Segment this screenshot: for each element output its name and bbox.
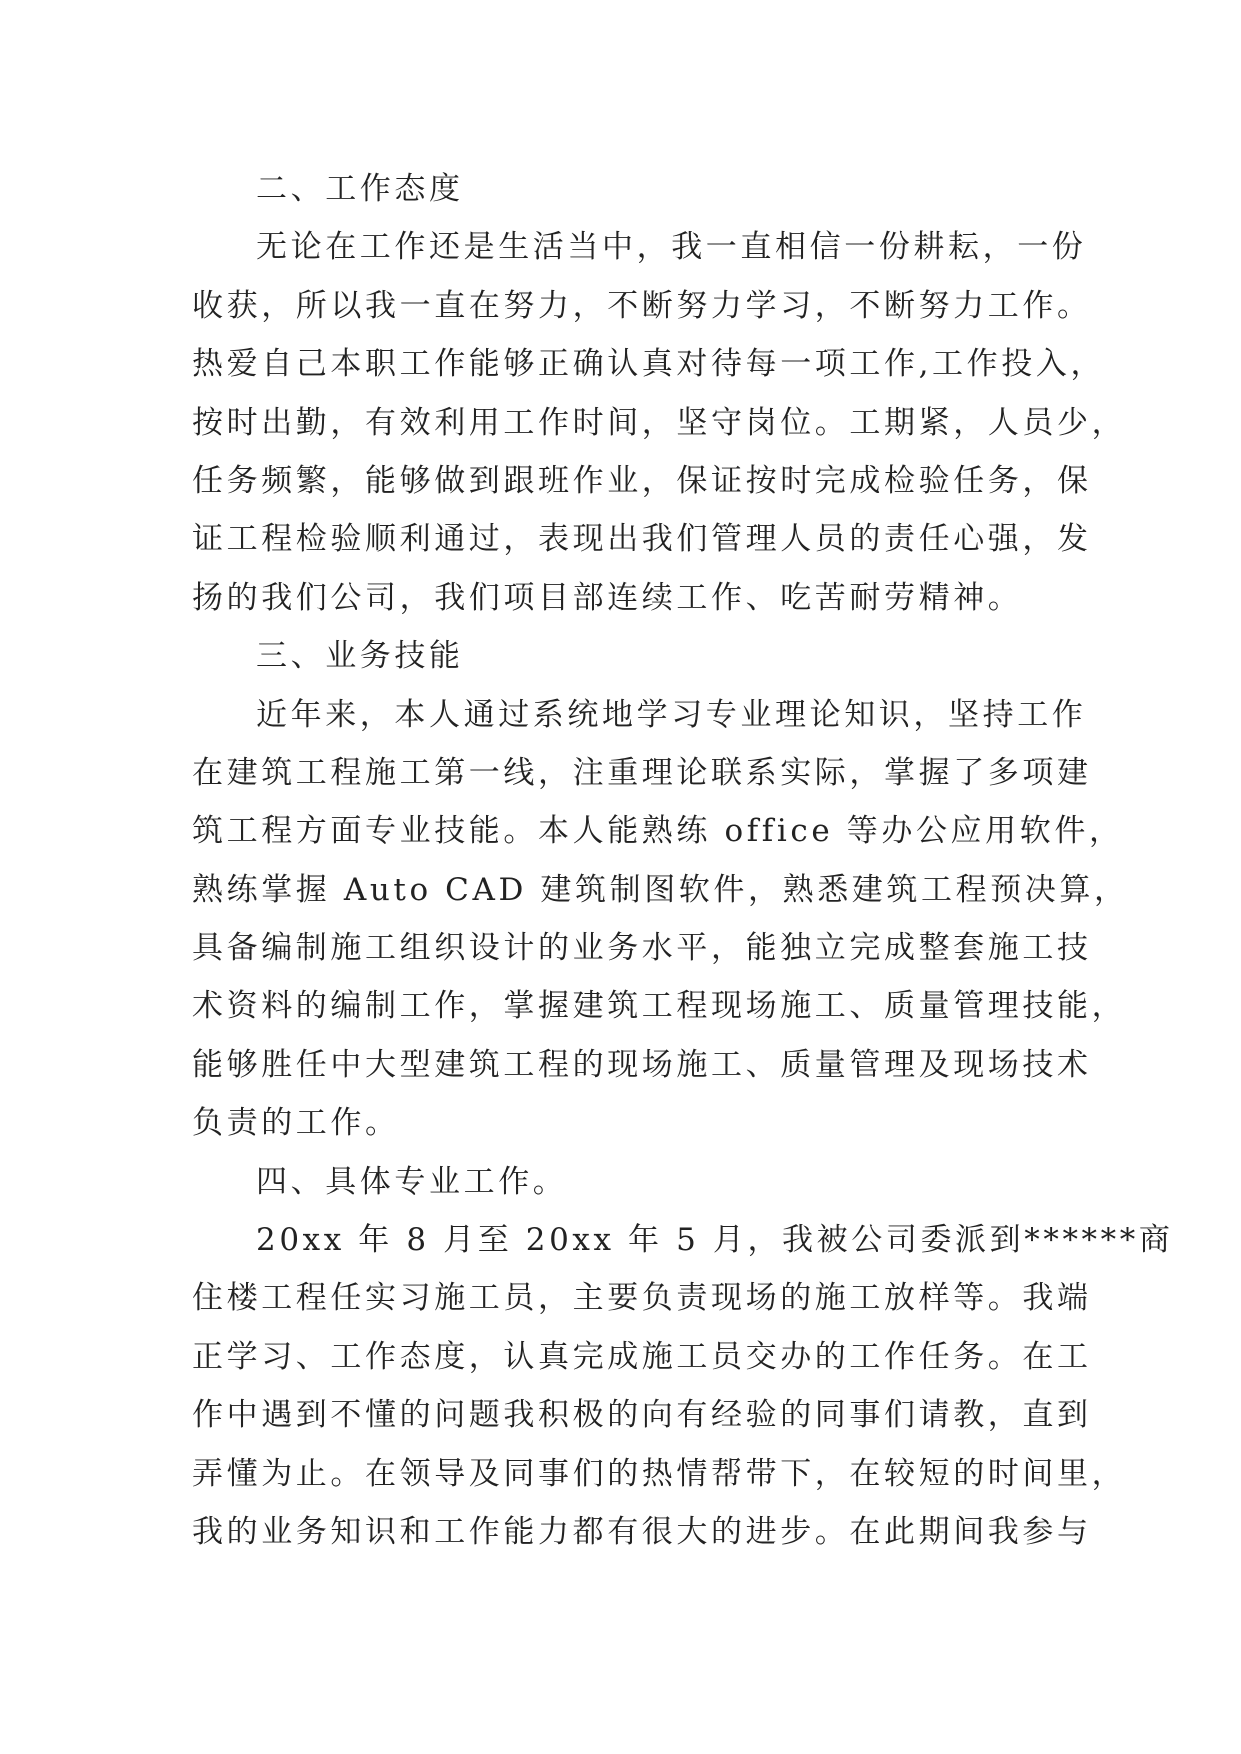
paragraph-line: 筑工程方面专业技能。本人能熟练 office 等办公应用软件， (192, 813, 1124, 850)
paragraph-line: 近年来，本人通过系统地学习专业理论知识，坚持工作 (256, 696, 1087, 733)
section-heading-specific-work: 四、具体专业工作。 (256, 1163, 568, 1200)
paragraph-line: 弄懂为止。在领导及同事们的热情帮带下，在较短的时间里， (192, 1455, 1127, 1492)
paragraph-line: 我的业务知识和工作能力都有很大的进步。在此期间我参与 (192, 1513, 1092, 1550)
paragraph-line: 扬的我们公司，我们项目部连续工作、吃苦耐劳精神。 (192, 579, 1023, 616)
paragraph-line: 术资料的编制工作，掌握建筑工程现场施工、质量管理技能， (192, 988, 1127, 1025)
section-heading-work-attitude: 二、工作态度 (256, 171, 464, 207)
paragraph-line: 无论在工作还是生活当中，我一直相信一份耕耘，一份 (256, 229, 1087, 266)
document-page (192, 160, 1174, 1561)
paragraph-line: 在建筑工程施工第一线，注重理论联系实际，掌握了多项建 (192, 754, 1092, 791)
paragraph-line: 具备编制施工组织设计的业务水平，能独立完成整套施工技 (192, 930, 1092, 967)
paragraph-line: 负责的工作。 (192, 1105, 400, 1142)
paragraph-line: 住楼工程任实习施工员，主要负责现场的施工放样等。我端 (192, 1280, 1092, 1317)
paragraph-line: 证工程检验顺利通过，表现出我们管理人员的责任心强，发 (192, 521, 1092, 558)
paragraph-line: 热爱自己本职工作能够正确认真对待每一项工作,工作投入， (192, 346, 1106, 383)
paragraph-line: 熟练掌握 Auto CAD 建筑制图软件，熟悉建筑工程预决算， (192, 871, 1129, 908)
section-heading-business-skills: 三、业务技能 (256, 638, 464, 675)
paragraph-line: 作中遇到不懂的问题我积极的向有经验的同事们请教，直到 (192, 1397, 1092, 1434)
paragraph-line: 收获，所以我一直在努力，不断努力学习，不断努力工作。 (192, 287, 1092, 324)
paragraph-line: 20xx 年 8 月至 20xx 年 5 月，我被公司委派到******商 (256, 1222, 1174, 1259)
paragraph-line: 能够胜任中大型建筑工程的现场施工、质量管理及现场技术 (192, 1046, 1092, 1083)
paragraph-line: 正学习、工作态度，认真完成施工员交办的工作任务。在工 (192, 1338, 1092, 1375)
paragraph-line: 任务频繁，能够做到跟班作业，保证按时完成检验任务，保 (192, 462, 1092, 499)
paragraph-line: 按时出勤，有效利用工作时间，坚守岗位。工期紧，人员少， (192, 404, 1127, 441)
